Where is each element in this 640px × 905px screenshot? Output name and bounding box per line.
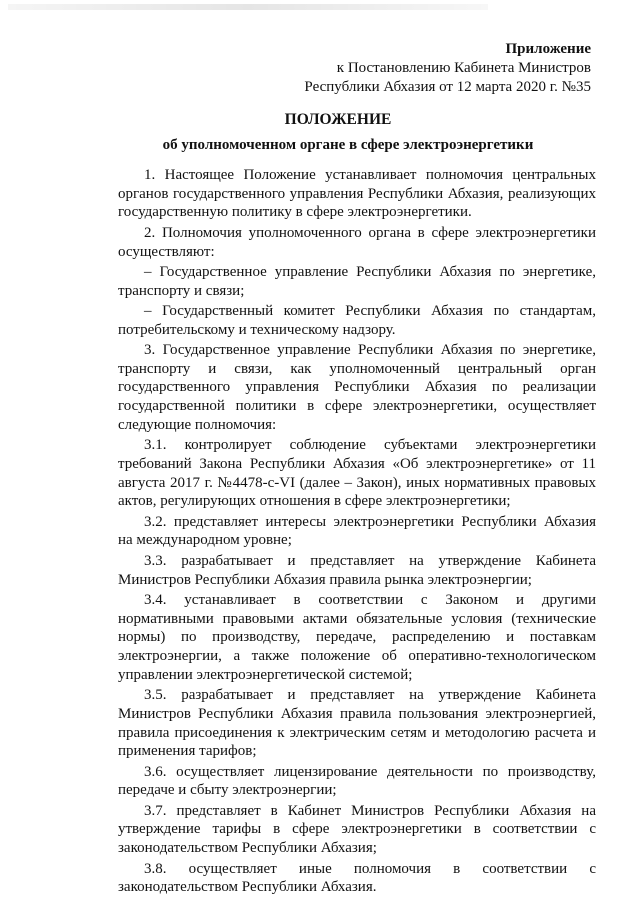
scan-artifact <box>8 4 488 10</box>
appendix-line-2: Республики Абхазия от 12 марта 2020 г. №35 <box>304 79 591 95</box>
paragraph-3: 3. Государственное управление Республики Абхазия по энергетике, транспорту и связи, как уполномоченный центральный орган государственного управления Республики Абхазия по реализации государственной политики в сфере электроэнергетики, осуществляет следующие полномочия: <box>118 342 596 433</box>
paragraph-3-2: 3.2. представляет интересы электроэнергетики Республики Абхазия на международном уровне; <box>118 513 596 549</box>
paragraph-2-item-2: – Государственный комитет Республики Абхазия по стандартам, потребительскому и техническому надзору. <box>118 302 596 338</box>
paragraph-3-6: 3.6. осуществляет лицензирование деятельности по производству, передаче и сбыту электроэнергии; <box>118 763 596 799</box>
document-title: ПОЛОЖЕНИЕ <box>284 111 392 128</box>
paragraph-2: 2. Полномочия уполномоченного органа в сфере электроэнергетики осуществляют: <box>118 224 596 260</box>
document-body <box>118 166 596 899</box>
paragraph-3-3: 3.3. разрабатывает и представляет на утверждение Кабинета Министров Республики Абхазия правила рынка электроэнергии; <box>118 552 596 588</box>
appendix-block <box>304 40 591 97</box>
appendix-line-1: к Постановлению Кабинета Министров <box>336 60 591 76</box>
paragraph-3-8: 3.8. осуществляет иные полномочия в соответствии с законодательством Республики Абхазия. <box>118 860 596 896</box>
document-subtitle: об уполномоченном органе в сфере электроэнергетики <box>162 137 534 153</box>
paragraph-1: 1. Настоящее Положение устанавливает полномочия центральных органов государственного управления Республики Абхазия, реализующих государственную политику в сфере электроэнергетики. <box>118 167 596 221</box>
paragraph-2-item-1: – Государственное управление Республики Абхазия по энергетике, транспорту и связи; <box>118 263 596 299</box>
appendix-heading: Приложение <box>505 41 591 57</box>
paragraph-3-4: 3.4. устанавливает в соответствии с Законом и другими нормативными правовыми актами обязательные условия (технические нормы) по производству, передаче, распределению и поставкам электроэнергии, а также положение об оперативно-технологическом управлении электроэнергетической системой; <box>118 591 596 683</box>
paragraph-3-7: 3.7. представляет в Кабинет Министров Республики Абхазия на утверждение тарифы в сфере электроэнергетики в соответствии с законодательством Республики Абхазия; <box>118 802 596 857</box>
paragraph-3-1: 3.1. контролирует соблюдение субъектами электроэнергетики требований Закона Республики Абхазия «Об электроэнергетике» от 11 августа 2017 г. №4478-с-VI (далее – Закон), иных нормативных правовых актов, регулирующих отношения в сфере электроэнергетики; <box>118 437 596 510</box>
paragraph-3-5: 3.5. разрабатывает и представляет на утверждение Кабинета Министров Республики Абхазия правила пользования электроэнергией, правила присоединения к электрическим сетям и методологию расчета и применения тарифов; <box>118 687 596 760</box>
